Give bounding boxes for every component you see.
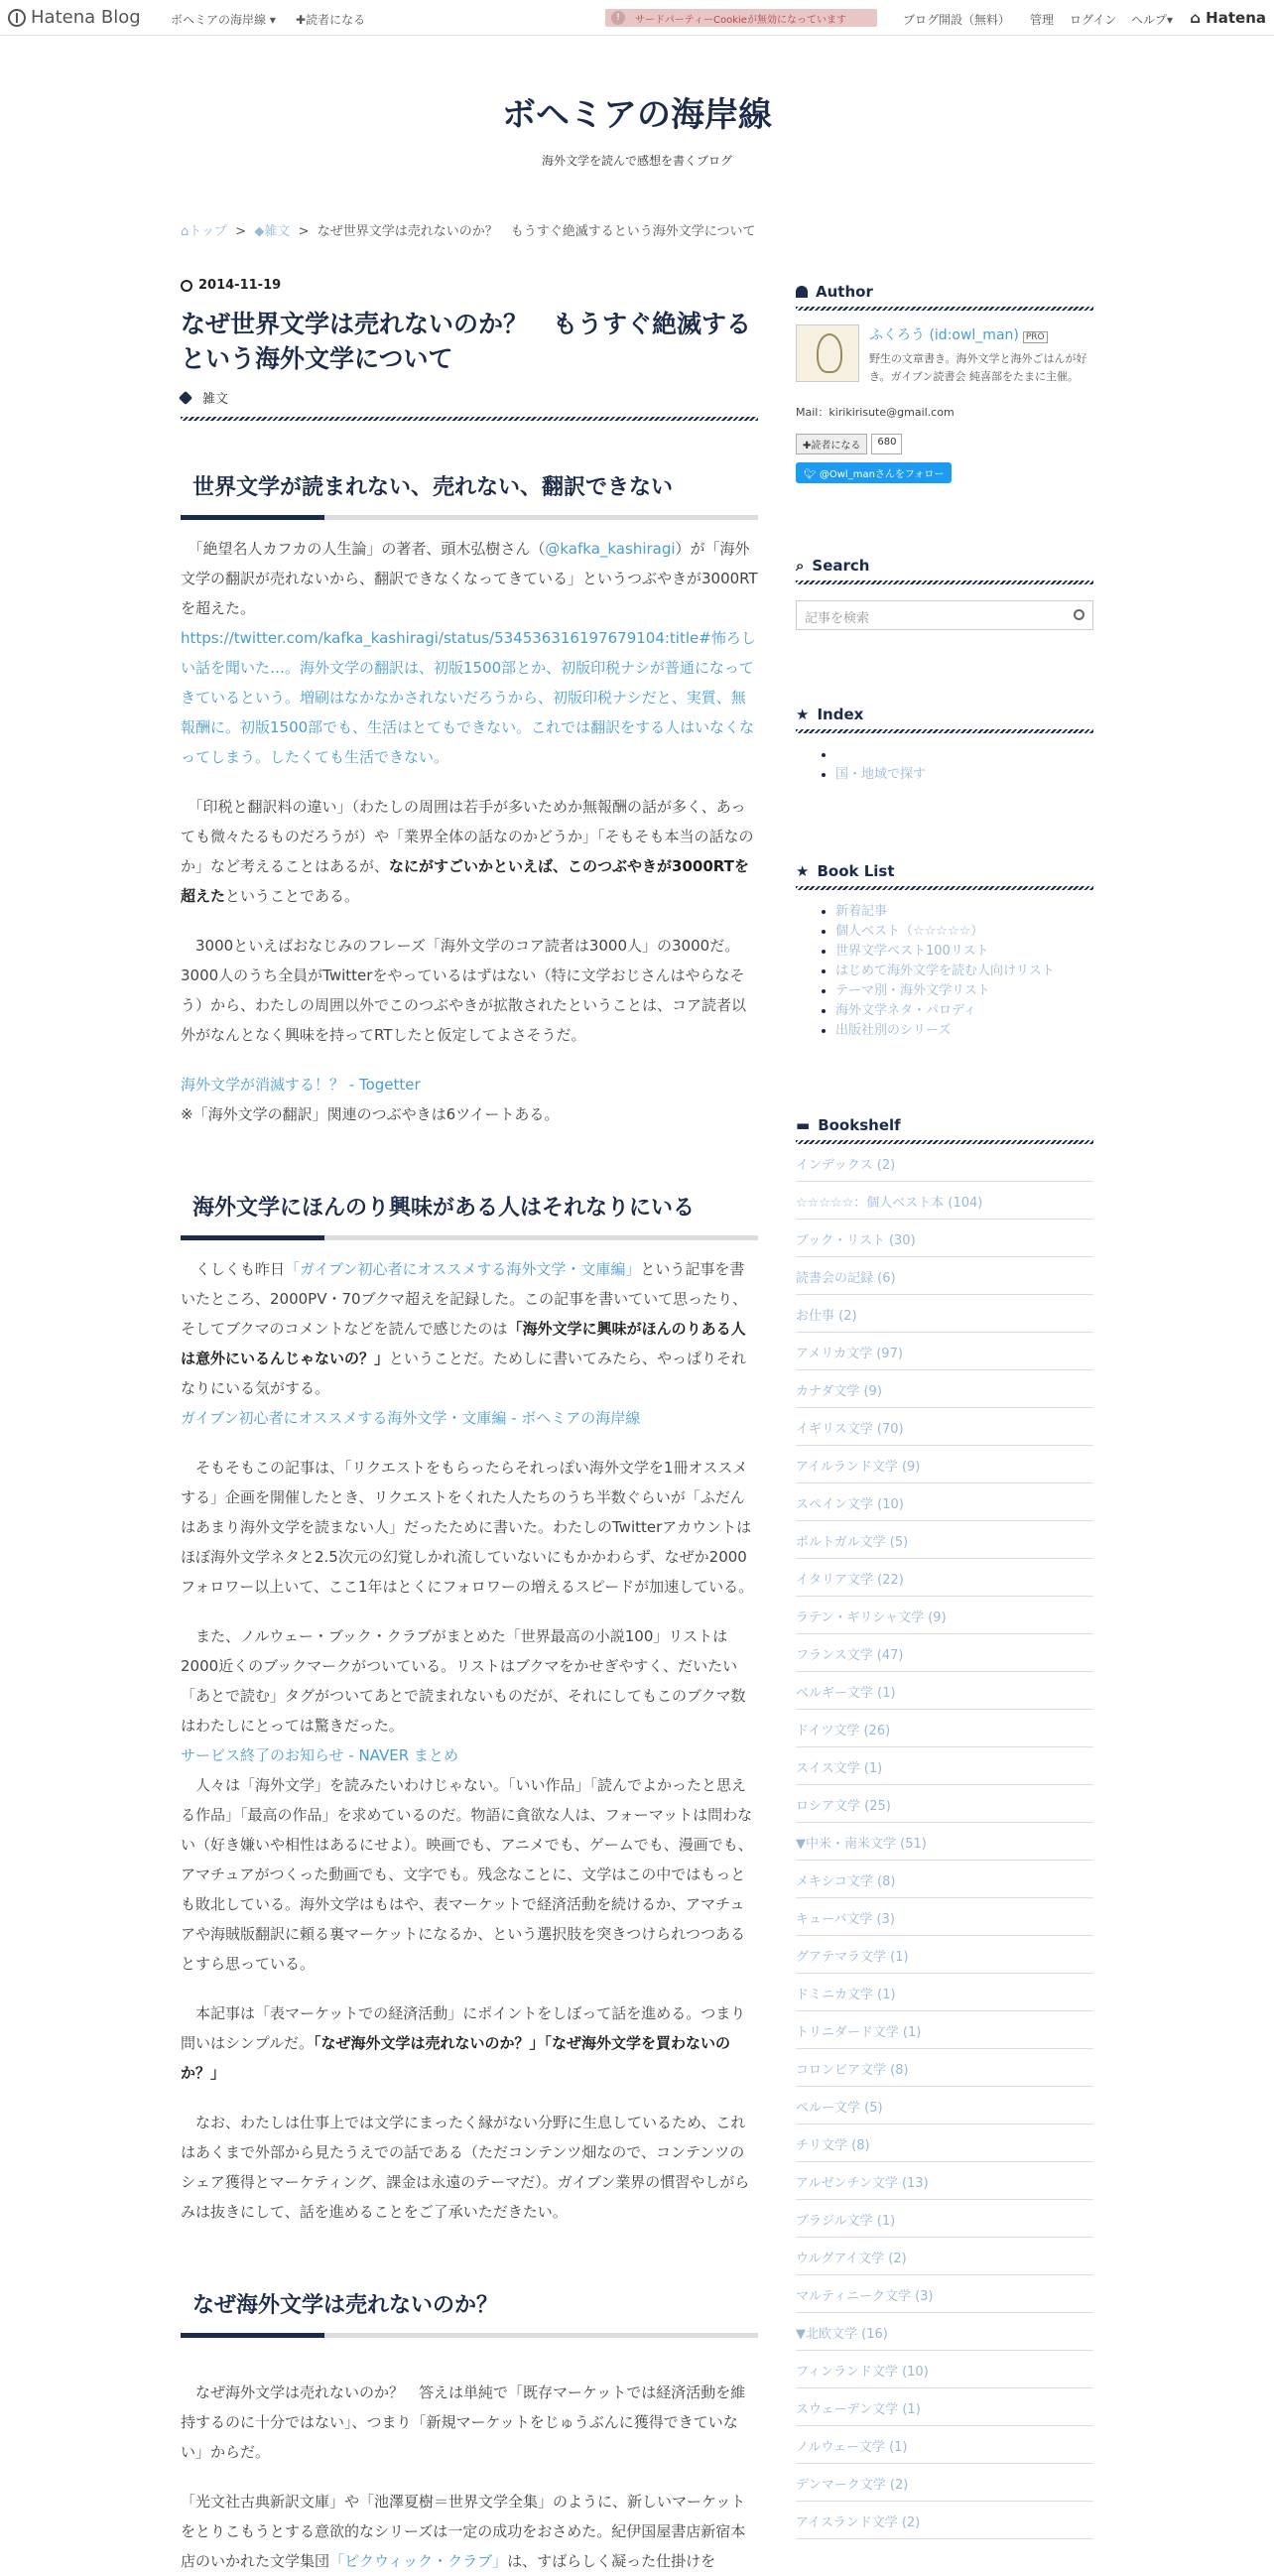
booklist-widget-title <box>796 862 1093 890</box>
hatena-brand[interactable] <box>1190 9 1266 27</box>
text: という記事を書いたところ、2000PV・70ブクマ超えを記録した。この記事を書いていて思ったり、そしてブクマのコメントなどを読んで感じたのは <box>181 1260 748 1338</box>
bookshelf-item[interactable]: ノルウェー文学 (1) <box>796 2426 1093 2464</box>
cookie-notice-text: サードパーティーCookieが無効になっています <box>635 15 846 26</box>
text: ということである。 <box>225 887 360 905</box>
booklist-link[interactable]: 世界文学ベスト100リスト <box>835 944 989 959</box>
blog-menu-label: ボヘミアの海岸線 <box>171 13 267 27</box>
reader-buttons <box>796 434 1093 454</box>
owl-avatar[interactable] <box>796 324 859 382</box>
bookshelf-item[interactable]: インデックス (2) <box>796 1144 1093 1182</box>
hatena-brand-icon: ⌂ <box>1190 9 1207 27</box>
global-nav <box>0 0 1274 36</box>
reader-link[interactable]: ✚読者になる <box>296 13 366 27</box>
cookie-notice[interactable] <box>605 9 877 27</box>
bookshelf-item[interactable]: イタリア文学 (22) <box>796 1559 1093 1597</box>
list-item <box>835 902 1093 922</box>
bookshelf-item[interactable]: マルティニーク文学 (3) <box>796 2275 1093 2313</box>
breadcrumb <box>181 220 756 239</box>
admin-link[interactable]: 管理 <box>1030 13 1055 27</box>
bookshelf-item[interactable]: スペイン文学 (10) <box>796 1483 1093 1521</box>
paragraph <box>181 2108 758 2227</box>
club-link[interactable]: 「ピクウィック・クラブ」 <box>329 2552 508 2570</box>
section-heading: 世界文学が読まれない、売れない、翻訳できない <box>181 443 758 520</box>
tag-icon <box>179 391 192 405</box>
index-widget-title <box>796 706 1093 733</box>
bookshelf-item[interactable]: ラテン・ギリシャ文学 (9) <box>796 1597 1093 1634</box>
tweet-link[interactable]: https://twitter.com/kafka_kashiragi/status/534536316197679104:title#怖ろしい話を聞いた…。海外文学の翻訳は、初版1500部とか、初版印税ナシが普通になってきているという。増刷はなかなかされないだろうから、初版印税ナシだと、実質、無報酬に。初版1500部でも、生活はとてもできない。これでは翻訳をする人はいなくなってしまう。したくても生活できない。 <box>181 629 756 766</box>
booklist-link[interactable]: テーマ別・海外文学リスト <box>835 983 990 998</box>
section-heading: 海外文学にほんのり興味がある人はそれなりにいる <box>181 1163 758 1240</box>
tag-icon: ◆ <box>254 224 265 239</box>
text: ※「海外文学の翻訳」関連のつぶやきは6ツイートある。 <box>181 1105 560 1123</box>
bookshelf-widget-title <box>796 1116 1093 1144</box>
help-label: ヘルプ <box>1131 13 1168 27</box>
blog-description: 海外文学を読んで感想を書くブログ <box>541 154 732 168</box>
bookshelf-item[interactable]: お仕事 (2) <box>796 1295 1093 1333</box>
author-title-text: Author <box>816 283 873 301</box>
search-title-text: Search <box>812 557 870 575</box>
open-blog-link[interactable]: ブログ開設（無料） <box>903 13 1011 27</box>
text: 3000といえばおなじみのフレーズ「海外文学のコア読者は3000人」の3000だ。3000人のうち全員がTwitterをやっているはずはない（特に文学おじさんはやらなそう）から、わたしの周囲以外でこのつぶやきが拡散されたということは、コア読者以外がなんとなく興味を持ってRTしたと仮定してよさそうだ。 <box>181 937 747 1044</box>
list-item <box>835 922 1093 942</box>
bookshelf-item[interactable]: スイス文学 (1) <box>796 1747 1093 1785</box>
sidebar <box>796 283 1093 2539</box>
list-item <box>835 942 1093 962</box>
bookshelf-item[interactable]: ベルギー文学 (1) <box>796 1672 1093 1710</box>
list-item <box>835 765 1093 785</box>
bookshelf-item[interactable]: ブック・リスト (30) <box>796 1220 1093 1257</box>
entry-date-text: 2014-11-19 <box>198 278 282 293</box>
star-icon: ★ <box>796 862 810 880</box>
help-menu[interactable]: ヘルプ▾ <box>1131 13 1174 27</box>
breadcrumb-separator: > <box>235 224 247 239</box>
text: なぜ海外文学は売れないのか？ 答えは単純で「既存マーケットでは経済活動を維持するのに十分ではない」、つまり「新規マーケットをじゅうぶんに獲得できていない」からだ。 <box>181 2383 746 2461</box>
booklist-link[interactable]: 出版社別のシリーズ <box>835 1023 952 1038</box>
logo-text: Hatena Blog <box>31 7 141 28</box>
paragraph <box>181 1621 758 1979</box>
entry <box>181 278 758 2576</box>
bookshelf-item[interactable]: ペルー文学 (5) <box>796 2087 1093 2125</box>
paragraph <box>181 534 758 623</box>
bookshelf-item[interactable]: デンマーク文学 (2) <box>796 2464 1093 2502</box>
bookshelf-list <box>796 1144 1093 2539</box>
list-item <box>835 962 1093 981</box>
bookshelf-item[interactable]: チリ文学 (8) <box>796 2125 1093 2162</box>
paragraph <box>181 2487 758 2576</box>
index-link[interactable]: 国・地域で探す <box>835 767 927 782</box>
author-widget-title <box>796 283 1093 311</box>
bookshelf-item[interactable]: アイルランド文学 (9) <box>796 1446 1093 1483</box>
twitter-follow-button[interactable] <box>796 462 952 483</box>
text: は、すばらしく凝った仕掛けを <box>507 2552 716 2570</box>
bookshelf-item[interactable]: ☆☆☆☆☆：個人ベスト本 (104) <box>796 1182 1093 1220</box>
paragraph <box>181 2378 758 2467</box>
list-item <box>835 1001 1093 1021</box>
bookshelf-item[interactable]: ロシア文学 (25) <box>796 1785 1093 1823</box>
author-name-link[interactable]: ふくろう (id:owl_man) <box>869 327 1019 343</box>
star-icon: ★ <box>796 706 810 723</box>
entry-title[interactable]: なぜ世界文学は売れないのか？ もうすぐ絶滅するという海外文学について <box>181 310 752 373</box>
text: 「印税と翻訳料の違い」（わたしの周囲は若手が多いためか無報酬の話が多く、あっても微々たるものだろうが）や「業界全体の話なのかどうか」「そもそも本当の話なのか」など考えることはあるが、 <box>181 798 754 875</box>
home-icon: ⌂ <box>181 224 190 239</box>
magnifier-icon[interactable] <box>1074 609 1084 620</box>
user-icon <box>796 286 808 298</box>
togetter-link[interactable]: 海外文学が消滅する！？ - Togetter <box>181 1076 421 1094</box>
twitter-icon: 🐦︎ <box>804 469 820 480</box>
search-widget-title <box>796 557 1093 584</box>
paragraph <box>181 931 758 1050</box>
paragraph <box>181 1998 758 2088</box>
breadcrumb-top[interactable] <box>181 224 227 239</box>
entry-date[interactable] <box>181 278 758 293</box>
bookshelf-item[interactable]: 読書会の記録 (6) <box>796 1257 1093 1295</box>
bookshelf-item[interactable]: アルゼンチン文学 (13) <box>796 2162 1093 2200</box>
bookshelf-item[interactable]: コロンビア文学 (8) <box>796 2049 1093 2087</box>
list-item <box>835 1021 1093 1041</box>
booklist-link[interactable]: はじめて海外文学を読む人向けリスト <box>835 964 1055 978</box>
text: 「絶望名人カフカの人生論」の著者、頭木弘樹さん（ <box>195 540 546 558</box>
author-mail: Mail：kirikirisute@gmail.com <box>796 406 955 419</box>
text: そもそもこの記事は、「リクエストをもらったらそれっぽい海外文学を1冊オススメする」企画を開催したとき、リクエストをくれた人たちのうち半数ぐらいが「ふだんはあまり海外文学を読まない人」だったために書いた。わたしのTwitterアカウントはほぼ海外文学ネタと2.5次元の幻覚しかれ流していないにもかかわらず、なぜか2000フォロワー以上いて、ここ1年はとくにフォロワーの増えるスピードが加速している。 <box>181 1459 754 1596</box>
bookshelf-item[interactable]: ドイツ文学 (26) <box>796 1710 1093 1747</box>
booklist <box>796 902 1093 1041</box>
search-icon: ⌕ <box>796 557 805 575</box>
entry-categories <box>181 388 758 421</box>
pro-badge: PRO <box>1023 331 1048 343</box>
breadcrumb-separator: > <box>298 224 310 239</box>
follow-label: @Owl_manさんをフォロー <box>819 469 945 480</box>
search-input[interactable] <box>796 600 1093 630</box>
bookshelf-item[interactable]: ▼中米・南米文学 (51) <box>796 1823 1093 1861</box>
paragraph <box>181 792 758 911</box>
entry-category-link[interactable]: 雑文 <box>202 392 229 407</box>
bookshelf-item[interactable]: ドミニカ文学 (1) <box>796 1974 1093 2011</box>
bookshelf-item[interactable]: フランス文学 (47) <box>796 1634 1093 1672</box>
article-link[interactable]: 「ガイブン初心者にオススメする海外文学・文庫編」 <box>285 1260 641 1278</box>
text: 人々は「海外文学」を読みたいわけじゃない。「いい作品」「読んでよかったと思える作品」「最高の作品」を求めているのだ。物語に貪欲な人は、フォーマットは問わない（好き嫌いや相性はあるにせよ）。映画でも、アニメでも、ゲームでも、漫画でも、アマチュアがつくった動画でも、文字でも。残念なことに、文学はこの中ではもっとも敗北している。海外文学はもはや、表マーケットで経済活動を続けるか、アマチュアや海賊版翻訳に頼る裏マーケットになるか、という選択肢を突きつけられつつあるとすら思っている。 <box>181 1776 753 1973</box>
clock-icon <box>181 280 192 292</box>
bookshelf-item[interactable]: ブラジル文学 (1) <box>796 2200 1093 2238</box>
bookshelf-item[interactable]: フィンランド文学 (10) <box>796 2351 1093 2388</box>
hatena-brand-text: Hatena <box>1206 9 1266 27</box>
naver-link[interactable]: サービス終了のお知らせ - NAVER まとめ <box>181 1746 458 1764</box>
bookshelf-item[interactable]: スウェーデン文学 (1) <box>796 2388 1093 2426</box>
reader-count: 680 <box>871 434 902 454</box>
blog-title[interactable]: ボヘミアの海岸線 <box>502 95 772 135</box>
bookshelf-item[interactable]: カナダ文学 (9) <box>796 1370 1093 1408</box>
booklist-link[interactable]: 海外文学ネタ・パロディ <box>835 1003 976 1018</box>
text: 「光文社古典新訳文庫」や「池澤夏樹＝世界文学全集」のように、新しいマーケットをとりこもうとする意欲的なシリーズは一定の成功をおさめた。紀伊国屋書店新宿本店のいかれた文学集団 <box>181 2493 746 2570</box>
breadcrumb-top-label: トップ <box>189 224 227 239</box>
index-title-text: Index <box>817 706 864 723</box>
bold-text: 「海外文学に興味がほんのりある人は意外にいるんじゃないの？」 <box>181 1320 746 1367</box>
paragraph <box>181 623 758 772</box>
twitter-user-link[interactable]: @kafka_kashiragi <box>545 540 676 558</box>
bookshelf-item[interactable]: トリニダード文学 (1) <box>796 2011 1093 2049</box>
bookshelf-item[interactable]: キューバ文学 (3) <box>796 1898 1093 1936</box>
booklist-title-text: Book List <box>817 862 895 880</box>
subscribe-label: 読者になる <box>811 441 861 451</box>
text: また、ノルウェー・ブック・クラブがまとめた「世界最高の小説100」リストは2000近くのブックマークがついている。リストはブクマをかせぎやすく、だいたい「あとで読む」タグがついてあとで読まれないものだが、それにしてもこのブクマ数はわたしにとっては驚きだった。 <box>181 1627 746 1735</box>
subscribe-button[interactable]: ✚読者になる <box>796 434 867 454</box>
folder-icon: ▬ <box>796 1116 811 1134</box>
bold-text: なにがすごいかといえば、このつぶやきが3000RTを超えた <box>181 857 749 905</box>
list-item <box>835 745 1093 765</box>
list-item <box>835 981 1093 1001</box>
paragraph <box>181 1070 758 1129</box>
bookshelf-item[interactable]: ポルトガル文学 (5) <box>796 1521 1093 1559</box>
booklist-link[interactable]: 新着記事 <box>835 904 888 919</box>
text: ということだ。ためしに書いてみたら、やっぱりそれなりにいる気がする。 <box>181 1350 747 1397</box>
breadcrumb-category-label: 雑文 <box>264 224 291 239</box>
bookshelf-item[interactable]: グアテマラ文学 (1) <box>796 1936 1093 1974</box>
paragraph <box>181 1453 758 1602</box>
text: ）が「海外文学の翻訳が売れないから、翻訳できなくなってきている」というつぶやきが3000RTを超えた。 <box>181 540 758 617</box>
author-box <box>796 324 1093 386</box>
hatena-blog-logo[interactable] <box>8 7 141 28</box>
text: 本記事は「表マーケットでの経済活動」にポイントをしぼって話を進める。つまり問いはシンプルだ。 <box>181 2004 746 2052</box>
search-placeholder: 記事を検索 <box>805 611 870 626</box>
bookshelf-item[interactable]: ウルグアイ文学 (2) <box>796 2238 1093 2275</box>
section-heading: なぜ海外文学は売れないのか？ <box>181 2260 758 2338</box>
blog-header <box>0 36 1274 169</box>
bookshelf-item[interactable]: イギリス文学 (70) <box>796 1408 1093 1446</box>
bookshelf-item[interactable]: アメリカ文学 (97) <box>796 1333 1093 1370</box>
text: くしくも昨日 <box>195 1260 286 1278</box>
author-description: 野生の文章書き。海外文学と海外ごはんが好き。ガイブン読書会 純喜部をたまに主催。 <box>869 352 1087 383</box>
bookshelf-item[interactable]: アイスランド文学 (2) <box>796 2502 1093 2539</box>
breadcrumb-category[interactable] <box>254 224 290 239</box>
booklist-link[interactable]: 個人ベスト（☆☆☆☆☆） <box>835 924 984 939</box>
breadcrumb-current: なぜ世界文学は売れないのか？ もうすぐ絶滅するという海外文学について <box>317 224 756 239</box>
bookshelf-title-text: Bookshelf <box>818 1116 901 1134</box>
bold-text: 「なぜ海外文学は売れないのか？」「なぜ海外文学を買わないのか？」 <box>181 2034 731 2082</box>
blog-menu[interactable]: ボヘミアの海岸線 ▾ <box>171 13 276 27</box>
paragraph <box>181 1254 758 1433</box>
login-link[interactable]: ログイン <box>1070 13 1117 27</box>
index-list <box>796 745 1093 785</box>
hatena-logo-icon <box>8 9 26 27</box>
bookshelf-item[interactable]: メキシコ文学 (8) <box>796 1861 1093 1898</box>
text: なお、わたしは仕事上では文学にまったく縁がない分野に生息しているため、これはあくまで外部から見たうえでの話である（ただコンテンツ畑なので、コンテンツのシェア獲得とマーケティング、課金は永遠のテーマだ）。ガイブン業界の慣習やしがらみは抜きにして、話を進めることをご了承いただきたい。 <box>181 2114 750 2221</box>
reader-link-label: 読者になる <box>306 13 366 27</box>
author-info <box>869 324 1093 386</box>
bookshelf-item[interactable]: ▼北欧文学 (16) <box>796 2313 1093 2351</box>
info-icon: ! <box>611 11 625 25</box>
article-link[interactable]: ガイブン初心者にオススメする海外文学・文庫編 - ボヘミアの海岸線 <box>181 1409 641 1427</box>
